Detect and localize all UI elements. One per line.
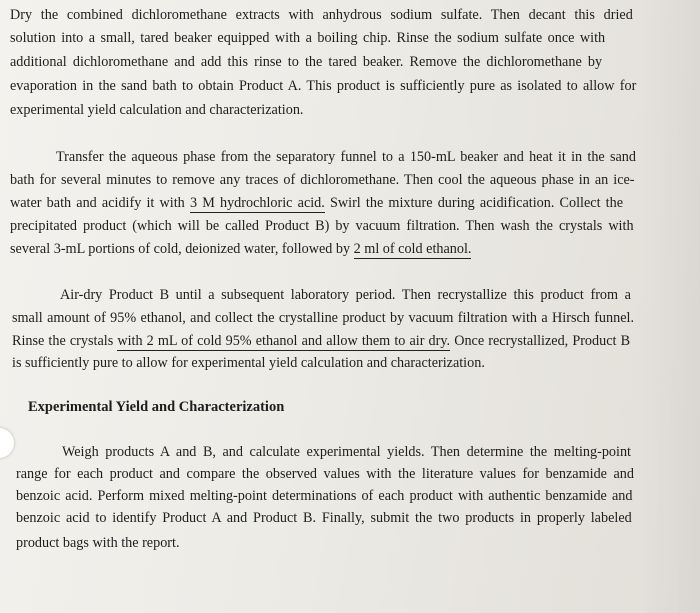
paragraph-3-line-1: Air-dry Product B until a subsequent laboratory period. Then recrystallize this product from a <box>60 287 631 303</box>
underlined-phrase: with 2 mL of cold 95% ethanol and allow them to air dry. <box>117 333 451 349</box>
paragraph-1-line-4: evaporation in the sand bath to obtain Product A. This product is sufficiently pure as isolated to allow for <box>10 78 637 94</box>
paragraph-3-line-4: is sufficiently pure to allow for experimental yield calculation and characterization. <box>12 355 485 371</box>
paragraph-4-line-4: benzoic acid to identify Product A and Product B. Finally, submit the two products in properly labeled <box>16 510 632 526</box>
paragraph-2-line-5: several 3-mL portions of cold, deionized water, followed by 2 ml of cold ethanol. <box>10 241 472 257</box>
paragraph-1-line-2: solution into a small, tared beaker equipped with a boiling chip. Rinse the sodium sulfate once with <box>10 30 606 46</box>
paragraph-3-line-2: small amount of 95% ethanol, and collect the crystalline product by vacuum filtration with a Hirsch funnel. <box>12 310 634 326</box>
paragraph-2-line-4: precipitated product (which will be called Product B) by vacuum filtration. Then wash the crystals with <box>10 218 634 234</box>
paragraph-1-line-1: Dry the combined dichloromethane extracts with anhydrous sodium sulfate. Then decant this dried <box>10 7 633 23</box>
underlined-phrase: 3 M hydrochloric acid. <box>189 195 325 211</box>
underlined-phrase: 2 ml of cold ethanol. <box>353 241 472 257</box>
paragraph-2-line-3: water bath and acidify it with 3 M hydrochloric acid. Swirl the mixture during acidification. Collect the <box>10 195 624 211</box>
binder-hole <box>0 428 14 458</box>
page-shadow <box>640 0 700 613</box>
section-heading: Experimental Yield and Characterization <box>28 399 285 415</box>
paragraph-4-line-2: range for each product and compare the observed values with the literature values for benzamide and <box>16 466 634 482</box>
paragraph-4-line-1: Weigh products A and B, and calculate experimental yields. Then determine the melting-point <box>62 444 631 460</box>
paragraph-3-line-3: Rinse the crystals with 2 mL of cold 95% ethanol and allow them to air dry. Once recrystallized, Product B <box>12 333 631 349</box>
paragraph-2-line-1: Transfer the aqueous phase from the separatory funnel to a 150-mL beaker and heat it in the sand <box>56 149 636 165</box>
paragraph-1-line-3: additional dichloromethane and add this rinse to the tared beaker. Remove the dichloromethane by <box>10 54 603 70</box>
paragraph-4-line-3: benzoic acid. Perform mixed melting-point determinations of each product with authentic benzamide and <box>16 488 633 504</box>
paragraph-2-line-2: bath for several minutes to remove any traces of dichloromethane. Then cool the aqueous phase in an ice- <box>10 172 635 188</box>
paragraph-4-line-5: product bags with the report. <box>16 535 180 551</box>
paragraph-1-line-5: experimental yield calculation and characterization. <box>10 102 304 118</box>
